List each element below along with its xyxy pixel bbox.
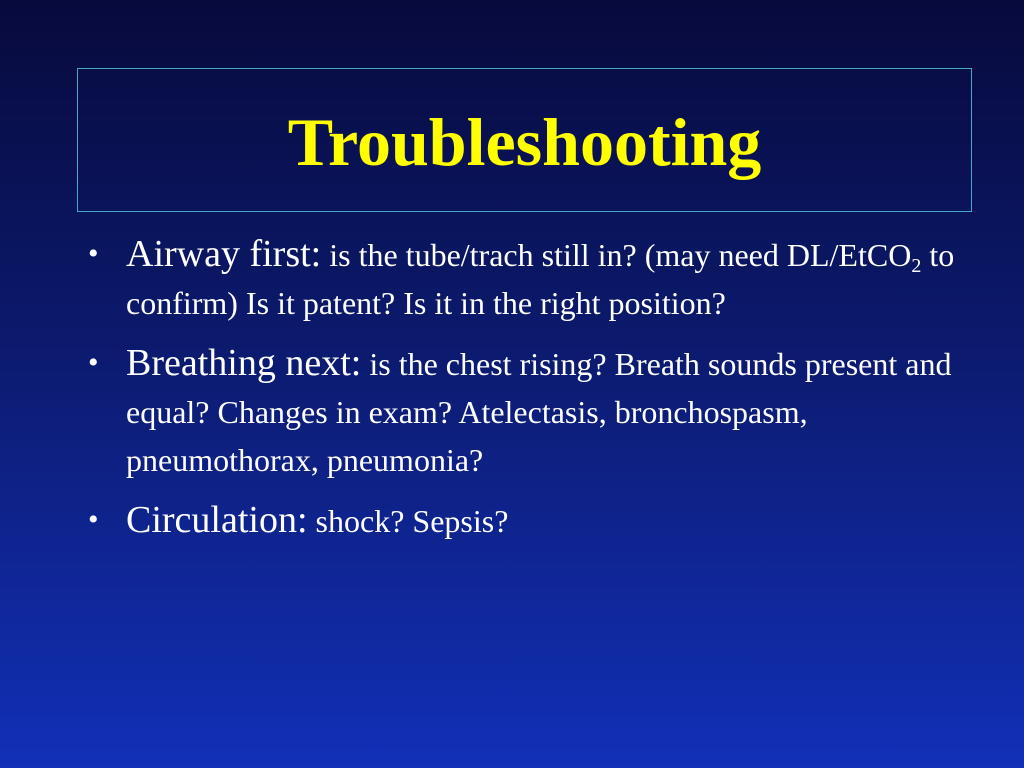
bullet-lead: Circulation: bbox=[126, 499, 308, 541]
subscript: 2 bbox=[911, 255, 922, 277]
slide-title: Troubleshooting bbox=[287, 104, 762, 180]
bullet-breathing bbox=[88, 339, 958, 484]
bullet-text-continued: to confirm) Is it patent? Is it in the right position? bbox=[126, 237, 955, 321]
bullet-marker: • bbox=[88, 346, 99, 379]
bullet-lead: Breathing next: bbox=[126, 342, 362, 384]
bullet-marker: • bbox=[88, 503, 99, 536]
bullet-circulation bbox=[88, 496, 958, 545]
title-box bbox=[77, 68, 972, 212]
bullet-text: is the tube/trach still in? (may need DL/EtCO bbox=[321, 237, 912, 273]
bullet-text: is the chest rising? Breath sounds present and equal? Changes in exam? Atelectasis, bronchospasm, pneumothorax, pneumonia? bbox=[126, 346, 952, 478]
bullet-airway bbox=[88, 230, 958, 327]
bullet-text: shock? Sepsis? bbox=[307, 503, 509, 539]
bullet-list bbox=[88, 230, 958, 557]
bullet-lead: Airway first: bbox=[126, 233, 322, 275]
bullet-marker: • bbox=[88, 237, 99, 270]
